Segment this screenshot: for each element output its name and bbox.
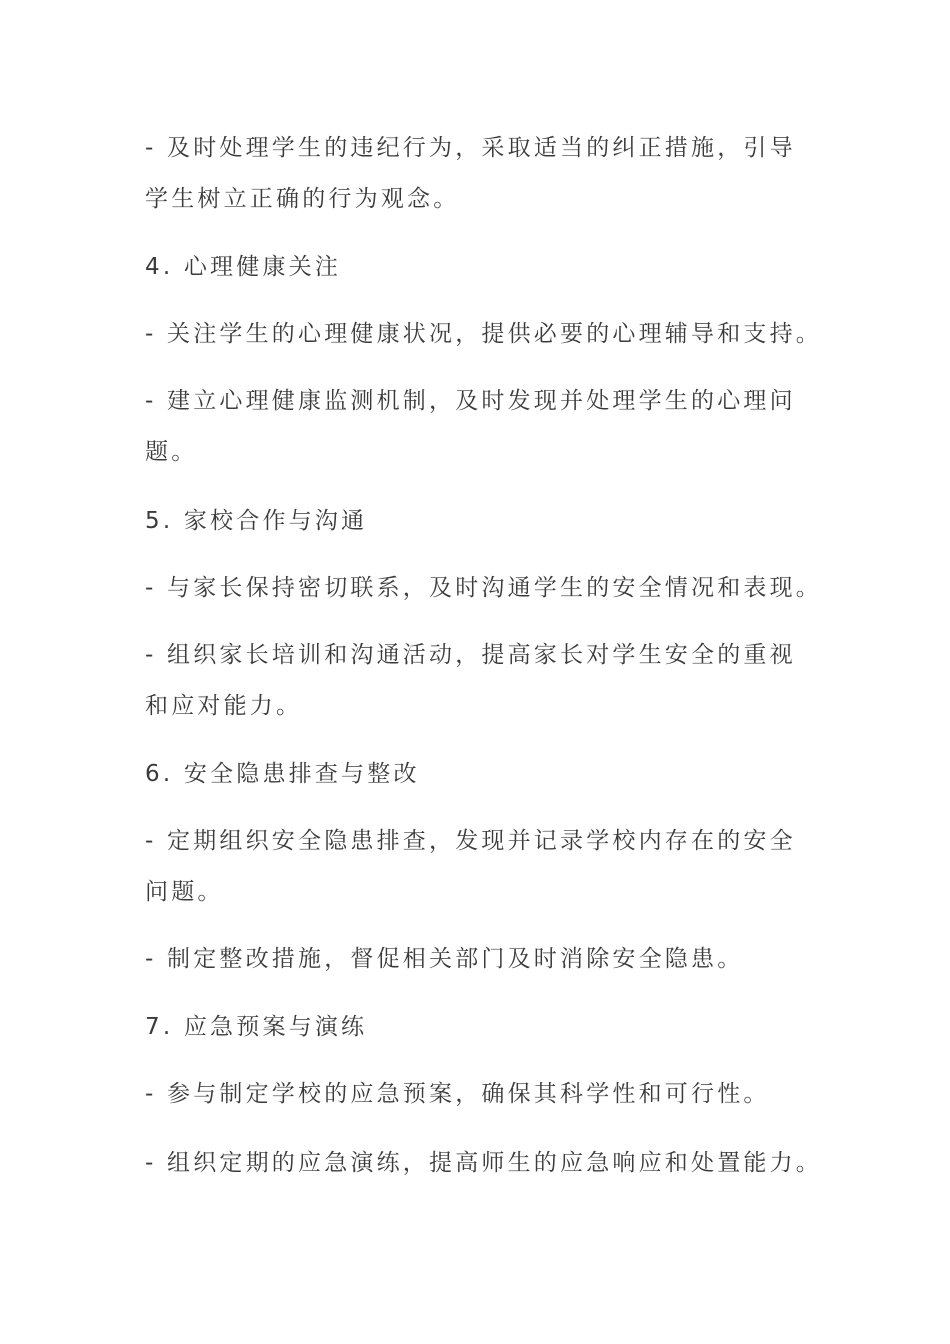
text-line: 和应对能力。	[145, 693, 303, 719]
section-heading: 6. 安全隐患排查与整改	[145, 761, 420, 787]
text-line: - 关注学生的心理健康状况，提供必要的心理辅导和支持。	[145, 321, 823, 347]
text-line: 学生树立正确的行为观念。	[145, 186, 460, 212]
text-line: - 制定整改措施，督促相关部门及时消除安全隐患。	[145, 946, 744, 972]
section-heading: 7. 应急预案与演练	[145, 1014, 368, 1040]
text-line: - 与家长保持密切联系，及时沟通学生的安全情况和表现。	[145, 575, 823, 601]
text-line: - 及时处理学生的违纪行为，采取适当的纠正措施，引导	[145, 135, 796, 161]
text-line: - 建立心理健康监测机制，及时发现并处理学生的心理问	[145, 388, 796, 414]
text-line: - 定期组织安全隐患排查，发现并记录学校内存在的安全	[145, 828, 796, 854]
text-line: 问题。	[145, 879, 224, 905]
text-line: 题。	[145, 439, 198, 465]
text-line: - 参与制定学校的应急预案，确保其科学性和可行性。	[145, 1081, 770, 1107]
text-line: - 组织定期的应急演练，提高师生的应急响应和处置能力。	[145, 1150, 823, 1176]
section-heading: 5. 家校合作与沟通	[145, 508, 368, 534]
text-line: - 组织家长培训和沟通活动，提高家长对学生安全的重视	[145, 642, 796, 668]
section-heading: 4. 心理健康关注	[145, 254, 342, 280]
